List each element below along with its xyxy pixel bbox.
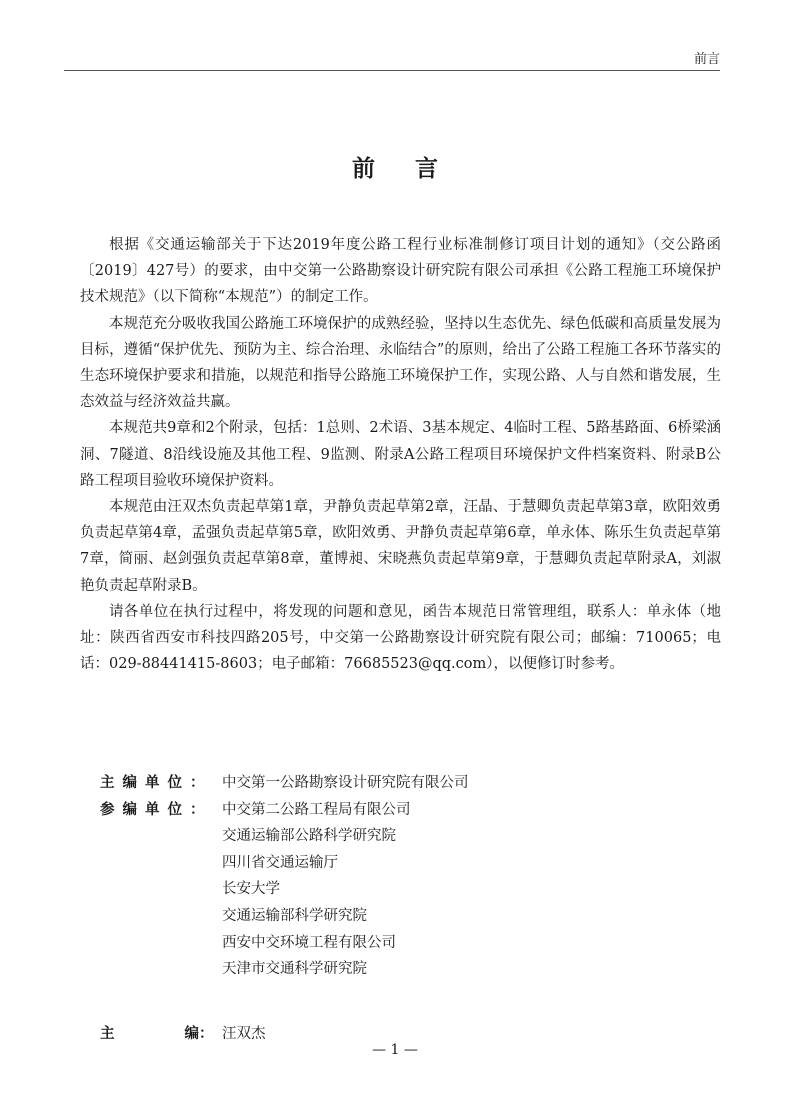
chief-editor-name: 汪双杰 (222, 1025, 266, 1042)
paragraph-contact: 请各单位在执行过程中，将发现的问题和意见，函告本规范日常管理组，联系人：单永体（地址：陕西省西安市科技四路205号，中交第一公路勘察设计研究院有限公司；邮编：710065；电话：029-88441415-8603；电子邮箱：76685523@qq.com），以便修订时参考。 (80, 603, 721, 673)
chief-editor-label-b: 编： (184, 1025, 214, 1042)
participant-unit: 交通运输部公路科学研究院 (222, 828, 396, 845)
participant-units-label: 参编单位： (100, 801, 213, 818)
paragraph-background: 根据《交通运输部关于下达2019年度公路工程行业标准制修订项目计划的通知》（交公路函〔2019〕427号）的要求，由中交第一公路勘察设计研究院有限公司承担《公路工程施工环境保护技术规范》（以下简称“本规范”）的制定工作。 (80, 237, 721, 306)
preface-body (80, 232, 721, 677)
participant-unit: 四川省交通运输厅 (222, 854, 338, 871)
participant-units-list (222, 797, 411, 983)
drafting-units (100, 770, 469, 1047)
participant-unit: 西安中交环境工程有限公司 (222, 934, 396, 951)
running-header: 前言 (693, 52, 720, 67)
participant-unit: 中交第二公路工程局有限公司 (222, 801, 411, 818)
chief-unit-name: 中交第一公路勘察设计研究院有限公司 (222, 775, 469, 791)
participant-units-row (100, 797, 469, 983)
chief-unit-row (100, 770, 469, 797)
paragraph-structure: 本规范共9章和2个附录，包括：1总则、2术语、3基本规定、4临时工程、5路基路面、6桥梁涵洞、7隧道、8沿线设施及其他工程、9监测、附录A公路工程项目环境保护文件档案资料、附录B公路工程项目验收环境保护资料。 (80, 420, 721, 489)
participant-unit: 交通运输部科学研究院 (222, 907, 367, 924)
header-rule (64, 70, 720, 71)
paragraph-drafters: 本规范由汪双杰负责起草第1章，尹静负责起草第2章，汪晶、于慧卿负责起草第3章，欧阳效勇负责起草第4章，孟强负责起草第5章，欧阳效勇、尹静负责起草第6章，单永体、陈乐生负责起草第7章，简丽、赵剑强负责起草第8章，董博昶、宋晓燕负责起草第9章，于慧卿负责起草附录A，刘淑艳负责起草附录B。 (80, 499, 721, 594)
chief-editor-label-a: 主 (100, 1025, 115, 1042)
chief-unit-label: 主编单位： (100, 775, 213, 791)
paragraph-principles: 本规范充分吸收我国公路施工环境保护的成熟经验，坚持以生态优先、绿色低碳和高质量发展为目标，遵循“保护优先、预防为主、综合治理、永临结合”的原则，给出了公路工程施工各环节落实的生态环境保护要求和措施，以规范和指导公路施工环境保护工作，实现公路、人与自然和谐发展，生态效益与经济效益共赢。 (80, 315, 721, 411)
participant-unit: 天津市交通科学研究院 (222, 961, 367, 978)
participant-unit: 长安大学 (222, 881, 280, 898)
page-title: 前言 (352, 156, 478, 182)
page-number: — 1 — (372, 1042, 418, 1058)
